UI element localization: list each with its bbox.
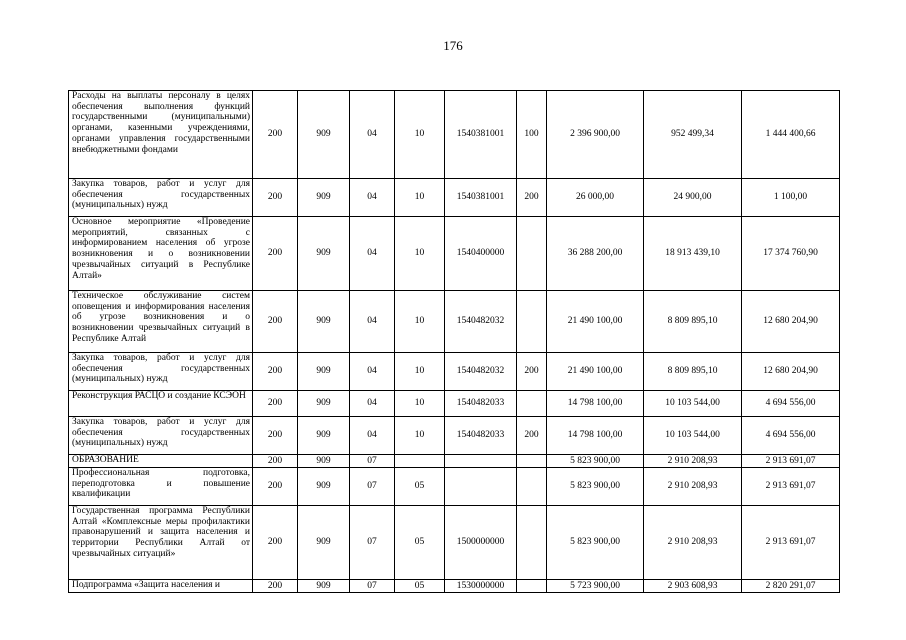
cell-section-code: 04 [350,91,395,179]
page-number: 176 [443,38,463,53]
cell-plan-amount: 26 000,00 [547,179,644,217]
cell-executed-amount: 952 499,34 [644,91,742,179]
cell-subsection-code: 05 [395,580,445,593]
cell-executed-amount: 10 103 544,00 [644,391,742,417]
cell-subsection-code: 05 [395,506,445,580]
row-description: Закупка товаров, работ и услуг для обеспечения государственных (муниципальных) нужд [69,353,253,391]
cell-ministry-code: 909 [298,417,350,455]
cell-target-code: 1540482032 [445,291,517,353]
cell-expense-type-code [517,217,547,291]
cell-section-code: 07 [350,468,395,506]
cell-admin-code: 200 [253,179,298,217]
table-row [69,217,840,291]
cell-plan-amount: 2 396 900,00 [547,91,644,179]
cell-plan-amount: 5 823 900,00 [547,455,644,468]
cell-target-code: 1540381001 [445,179,517,217]
cell-remainder-amount: 2 913 691,07 [742,455,840,468]
cell-subsection-code: 10 [395,291,445,353]
cell-expense-type-code [517,506,547,580]
cell-section-code: 04 [350,291,395,353]
cell-ministry-code: 909 [298,468,350,506]
cell-subsection-code: 10 [395,217,445,291]
cell-executed-amount: 10 103 544,00 [644,417,742,455]
table-row [69,391,840,417]
table-row [69,417,840,455]
cell-admin-code: 200 [253,91,298,179]
cell-plan-amount: 14 798 100,00 [547,417,644,455]
cell-target-code [445,468,517,506]
cell-ministry-code: 909 [298,391,350,417]
cell-expense-type-code [517,580,547,593]
cell-target-code: 1500000000 [445,506,517,580]
cell-plan-amount: 5 723 900,00 [547,580,644,593]
cell-remainder-amount: 2 913 691,07 [742,506,840,580]
cell-ministry-code: 909 [298,291,350,353]
cell-section-code: 04 [350,217,395,291]
cell-remainder-amount: 4 694 556,00 [742,391,840,417]
cell-admin-code: 200 [253,291,298,353]
cell-remainder-amount: 17 374 760,90 [742,217,840,291]
cell-section-code: 04 [350,417,395,455]
cell-subsection-code: 05 [395,468,445,506]
cell-admin-code: 200 [253,506,298,580]
cell-admin-code: 200 [253,217,298,291]
row-description: Профессиональная подготовка, переподготовка и повышение квалификации [69,468,253,506]
cell-remainder-amount: 4 694 556,00 [742,417,840,455]
cell-subsection-code: 10 [395,417,445,455]
cell-executed-amount: 2 910 208,93 [644,455,742,468]
cell-expense-type-code [517,455,547,468]
row-description: Подпрограмма «Защита населения и [69,580,253,593]
cell-plan-amount: 21 490 100,00 [547,291,644,353]
cell-target-code: 1540400000 [445,217,517,291]
row-description: Закупка товаров, работ и услуг для обеспечения государственных (муниципальных) нужд [69,179,253,217]
cell-remainder-amount: 12 680 204,90 [742,353,840,391]
cell-section-code: 04 [350,391,395,417]
cell-subsection-code: 10 [395,91,445,179]
cell-admin-code: 200 [253,391,298,417]
table-row [69,580,840,593]
cell-expense-type-code [517,468,547,506]
cell-admin-code: 200 [253,417,298,455]
table-row [69,455,840,468]
cell-admin-code: 200 [253,353,298,391]
cell-section-code: 07 [350,506,395,580]
table-row [69,353,840,391]
cell-admin-code: 200 [253,455,298,468]
cell-section-code: 07 [350,455,395,468]
table-body [69,91,840,593]
cell-remainder-amount: 1 100,00 [742,179,840,217]
table-row [69,179,840,217]
row-description: Расходы на выплаты персоналу в целях обеспечения выполнения функций государственными (муниципальными) органами, казенными учреждениями, органами управления государственными внебюджетными фондами [69,91,253,179]
cell-remainder-amount: 2 820 291,07 [742,580,840,593]
cell-target-code: 1540482033 [445,417,517,455]
cell-target-code: 1540482033 [445,391,517,417]
cell-ministry-code: 909 [298,91,350,179]
table-row [69,91,840,179]
cell-target-code: 1540482032 [445,353,517,391]
cell-target-code [445,455,517,468]
cell-subsection-code: 10 [395,353,445,391]
cell-executed-amount: 8 809 895,10 [644,353,742,391]
cell-plan-amount: 21 490 100,00 [547,353,644,391]
cell-executed-amount: 18 913 439,10 [644,217,742,291]
cell-ministry-code: 909 [298,506,350,580]
cell-expense-type-code [517,391,547,417]
budget-table [68,90,840,593]
cell-executed-amount: 24 900,00 [644,179,742,217]
table-row [69,291,840,353]
cell-expense-type-code: 200 [517,417,547,455]
cell-subsection-code: 10 [395,179,445,217]
cell-remainder-amount: 1 444 400,66 [742,91,840,179]
row-description: Основное мероприятие «Проведение мероприятий, связанных с информированием населения об угрозе возникновения и о возникновении чрезвычайных ситуаций в Республике Алтай» [69,217,253,291]
cell-ministry-code: 909 [298,353,350,391]
cell-expense-type-code [517,291,547,353]
table-row [69,468,840,506]
row-description: Закупка товаров, работ и услуг для обеспечения государственных (муниципальных) нужд [69,417,253,455]
row-description: Государственная программа Республики Алтай «Комплексные меры профилактики правонарушений и защита населения и территории Республики Алтай от чрезвычайных ситуаций» [69,506,253,580]
cell-admin-code: 200 [253,468,298,506]
cell-ministry-code: 909 [298,179,350,217]
cell-subsection-code: 10 [395,391,445,417]
cell-expense-type-code: 200 [517,353,547,391]
cell-admin-code: 200 [253,580,298,593]
cell-target-code: 1530000000 [445,580,517,593]
cell-expense-type-code: 100 [517,91,547,179]
cell-remainder-amount: 12 680 204,90 [742,291,840,353]
cell-subsection-code [395,455,445,468]
row-description: ОБРАЗОВАНИЕ [69,455,253,468]
cell-expense-type-code: 200 [517,179,547,217]
cell-ministry-code: 909 [298,455,350,468]
cell-executed-amount: 2 910 208,93 [644,506,742,580]
cell-ministry-code: 909 [298,580,350,593]
cell-executed-amount: 2 903 608,93 [644,580,742,593]
cell-executed-amount: 2 910 208,93 [644,468,742,506]
table-row [69,506,840,580]
row-description: Техническое обслуживание систем оповещения и информирования населения об угрозе возникновения и о возникновении чрезвычайных ситуаций в Республике Алтай [69,291,253,353]
cell-target-code: 1540381001 [445,91,517,179]
cell-remainder-amount: 2 913 691,07 [742,468,840,506]
cell-section-code: 04 [350,353,395,391]
row-description: Реконструкция РАСЦО и создание КСЭОН [69,391,253,417]
cell-plan-amount: 36 288 200,00 [547,217,644,291]
cell-plan-amount: 5 823 900,00 [547,506,644,580]
cell-section-code: 04 [350,179,395,217]
cell-plan-amount: 14 798 100,00 [547,391,644,417]
cell-executed-amount: 8 809 895,10 [644,291,742,353]
cell-ministry-code: 909 [298,217,350,291]
cell-plan-amount: 5 823 900,00 [547,468,644,506]
cell-section-code: 07 [350,580,395,593]
